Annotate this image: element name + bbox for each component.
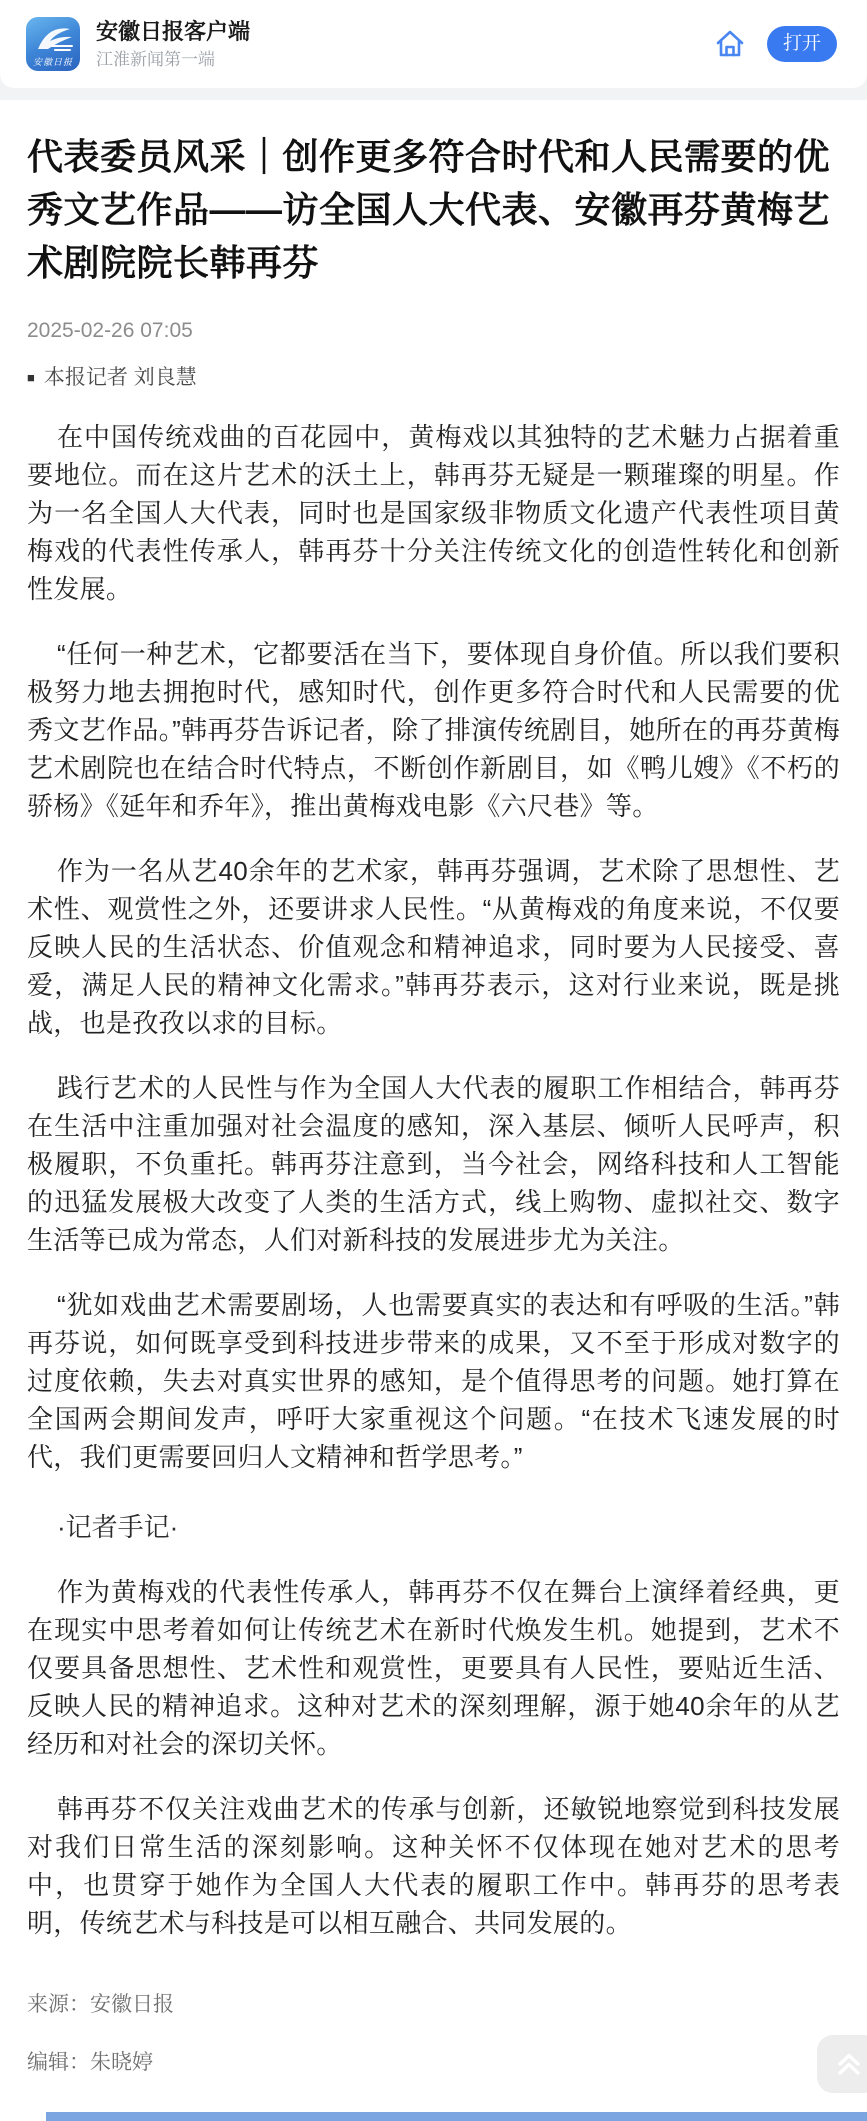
app-meta xyxy=(96,19,713,70)
publish-time: 2025-02-26 07:05 xyxy=(27,319,193,342)
app-logo[interactable] xyxy=(26,17,80,71)
article-paragraph: 韩再芬不仅关注戏曲艺术的传承与创新，还敏锐地察觉到科技发展对我们日常生活的深刻影响。这种关怀不仅体现在她对艺术的思考中，也贯穿于她作为全国人大代表的履职工作中。韩再芬的思考表明，传统艺术与科技是可以相互融合、共同发展的。 xyxy=(27,1794,840,1938)
banner-actions xyxy=(713,26,837,62)
app-logo-swoosh-icon xyxy=(28,19,78,57)
app-logo-text: 安徽日报 xyxy=(32,57,73,67)
home-icon-glyph xyxy=(714,28,746,60)
article-title: 代表委员风采｜创作更多符合时代和人民需要的优秀文艺作品——访全国人大代表、安徽再芬黄梅艺术剧院院长韩再芬 xyxy=(27,136,831,283)
double-chevron-up-icon xyxy=(834,2049,864,2079)
byline xyxy=(27,361,840,391)
article-paragraph: 作为一名从艺40余年的艺术家，韩再芬强调，艺术除了思想性、艺术性、观赏性之外，还要讲求人民性。“从黄梅戏的角度来说，不仅要反映人民的生活状态、价值观念和精神追求，同时要为人民接受、喜爱，满足人民的精神文化需求。”韩再芬表示，这对行业来说，既是挑战，也是孜孜以求的目标。 xyxy=(27,856,840,1038)
home-icon[interactable] xyxy=(713,27,747,61)
article xyxy=(0,100,867,2121)
app-subtitle: 江淮新闻第一端 xyxy=(96,49,215,69)
app-banner xyxy=(0,0,867,88)
article-paragraph: “任何一种艺术，它都要活在当下，要体现自身价值。所以我们要积极努力地去拥抱时代，感知时代，创作更多符合时代和人民需要的优秀文艺作品。”韩再芬告诉记者，除了排演传统剧目，她所在的再芬黄梅艺术剧院也在结合时代特点，不断创作新剧目，如《鸭儿嫂》《不朽的骄杨》《延年和乔年》，推出黄梅戏电影《六尺巷》等。 xyxy=(27,639,840,821)
open-app-button[interactable]: 打开 xyxy=(767,26,837,62)
article-paragraph: “犹如戏曲艺术需要剧场，人也需要真实的表达和有呼吸的生活。”韩再芬说，如何既享受到科技进步带来的成果，又不至于形成对数字的过度依赖，失去对真实世界的感知，是个值得思考的问题。她打算在全国两会期间发声，呼吁大家重视这个问题。“在技术飞速发展的时代，我们更需要回归人文精神和哲学思考。” xyxy=(27,1290,840,1472)
byline-bullet-icon: ■ xyxy=(27,370,35,385)
article-paragraph: 作为黄梅戏的代表性传承人，韩再芬不仅在舞台上演绎着经典，更在现实中思考着如何让传统艺术在新时代焕发生机。她提到，艺术不仅要具备思想性、艺术性和观赏性，更要具有人民性，要贴近生活、反映人民的精神追求。这种对艺术的深刻理解，源于她40余年的从艺经历和对社会的深切关怀。 xyxy=(27,1577,840,1759)
source-line: 来源：安徽日报 xyxy=(27,1993,174,2016)
article-paragraph: 在中国传统戏曲的百花园中，黄梅戏以其独特的艺术魅力占据着重要地位。而在这片艺术的沃土上，韩再芬无疑是一颗璀璨的明星。作为一名全国人大代表，同时也是国家级非物质文化遗产代表性项目黄梅戏的代表性传承人，韩再芬十分关注传统文化的创造性转化和创新性发展。 xyxy=(27,422,840,604)
bottom-banner-edge xyxy=(46,2112,867,2121)
app-title: 安徽日报客户端 xyxy=(96,18,251,44)
editor-line: 编辑：朱晓婷 xyxy=(27,2051,153,2074)
article-paragraph: 践行艺术的人民性与作为全国人大代表的履职工作相结合，韩再芬在生活中注重加强对社会温度的感知，深入基层、倾听人民呼声，积极履职，不负重托。韩再芬注意到，当今社会，网络科技和人工智能的迅猛发展极大改变了人类的生活方式，线上购物、虚拟社交、数字生活等已成为常态，人们对新科技的发展进步尤为关注。 xyxy=(27,1073,840,1255)
byline-text: 本报记者 刘良慧 xyxy=(43,366,197,389)
reporter-note-heading: ·记者手记· xyxy=(57,1512,179,1542)
back-to-top-button[interactable] xyxy=(817,2035,867,2093)
